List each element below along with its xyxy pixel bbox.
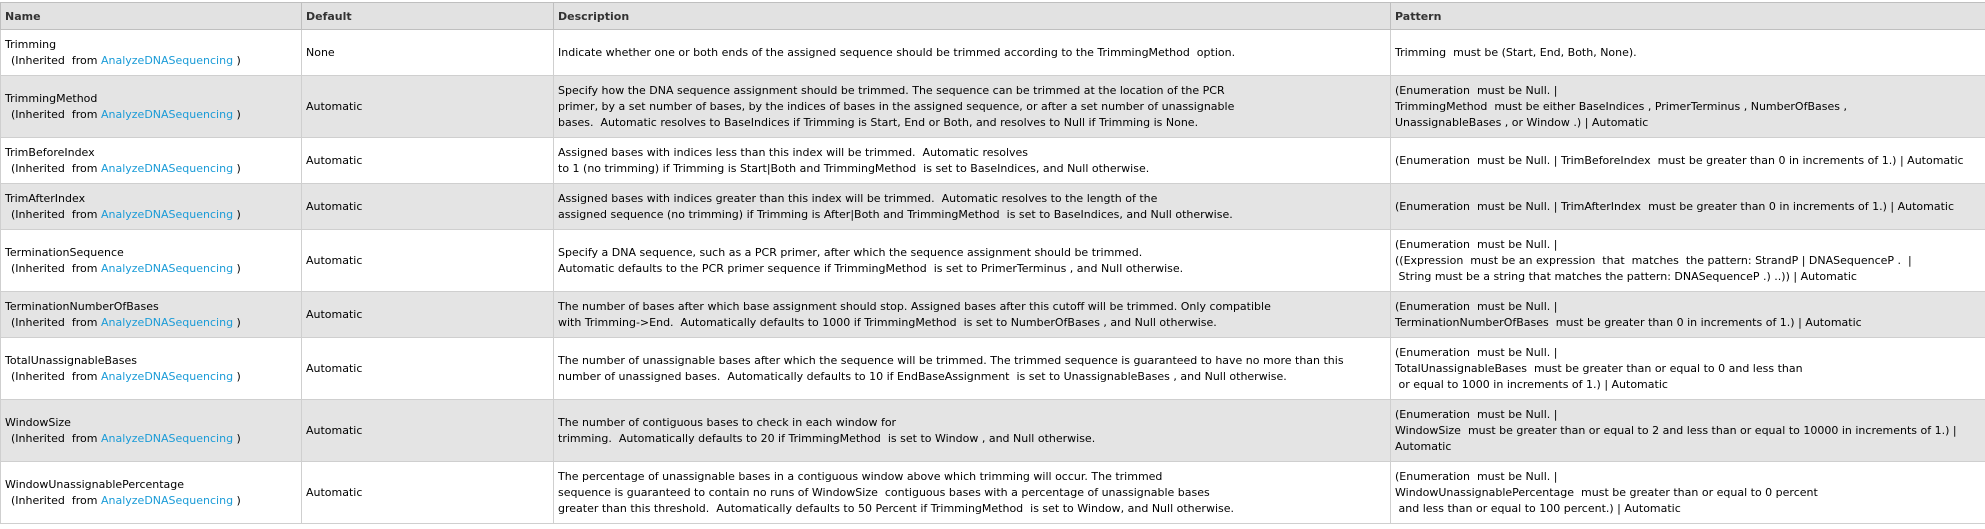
- description-line: The number of bases after which base assignment should stop. Assigned bases after this cutoff will be trimmed. Only compatible: [558, 299, 1386, 315]
- description-line: with Trimming->End. Automatically defaults to 1000 if TrimmingMethod is set to NumberOfBases , and Null otherwise.: [558, 315, 1386, 331]
- default-value: Automatic: [302, 230, 554, 292]
- pattern-line: or equal to 1000 in increments of 1.) | Automatic: [1395, 377, 1981, 393]
- pattern-line: (Enumeration must be Null. | TrimBeforeIndex must be greater than 0 in increments of 1.) | Automatic: [1395, 153, 1981, 169]
- pattern-line: (Enumeration must be Null. |: [1395, 469, 1981, 485]
- inherited-suffix: ): [233, 432, 241, 445]
- inherited-link[interactable]: AnalyzeDNASequencing: [101, 262, 233, 275]
- pattern-line: TrimmingMethod must be either BaseIndices , PrimerTerminus , NumberOfBases ,: [1395, 99, 1981, 115]
- default-value: Automatic: [302, 138, 554, 184]
- inherited-prefix: (Inherited from: [11, 108, 101, 121]
- option-name-cell: [1, 292, 302, 338]
- inherited-note: [5, 161, 297, 177]
- inherited-link[interactable]: AnalyzeDNASequencing: [101, 370, 233, 383]
- option-name: Trimming: [5, 37, 297, 53]
- inherited-suffix: ): [233, 262, 241, 275]
- pattern-line: String must be a string that matches the pattern: DNASequenceP .) ..)) | Automatic: [1395, 269, 1981, 285]
- default-value: Automatic: [302, 292, 554, 338]
- option-name: TrimAfterIndex: [5, 191, 297, 207]
- inherited-prefix: (Inherited from: [11, 262, 101, 275]
- inherited-link[interactable]: AnalyzeDNASequencing: [101, 54, 233, 67]
- default-value: Automatic: [302, 338, 554, 400]
- default-value: Automatic: [302, 184, 554, 230]
- header-name: Name: [1, 3, 302, 30]
- pattern-line: ((Expression must be an expression that matches the pattern: StrandP | DNASequenceP . |: [1395, 253, 1981, 269]
- table-row: [1, 462, 1985, 524]
- pattern-line: (Enumeration must be Null. |: [1395, 83, 1981, 99]
- option-name: TrimBeforeIndex: [5, 145, 297, 161]
- option-name: WindowUnassignablePercentage: [5, 477, 297, 493]
- description-line: The number of unassignable bases after which the sequence will be trimmed. The trimmed sequence is guaranteed to have no more than this: [558, 353, 1386, 369]
- option-name-cell: [1, 76, 302, 138]
- option-name-cell: [1, 338, 302, 400]
- pattern-cell: [1391, 462, 1985, 524]
- description-line: number of unassigned bases. Automatically defaults to 10 if EndBaseAssignment is set to UnassignableBases , and Null otherwise.: [558, 369, 1386, 385]
- pattern-line: (Enumeration must be Null. |: [1395, 237, 1981, 253]
- pattern-cell: [1391, 400, 1985, 462]
- inherited-note: [5, 431, 297, 447]
- description-line: primer, by a set number of bases, by the indices of bases in the assigned sequence, or after a set number of unassignable: [558, 99, 1386, 115]
- pattern-cell: [1391, 138, 1985, 184]
- header-row: [1, 3, 1985, 30]
- option-name-cell: [1, 184, 302, 230]
- description-line: bases. Automatic resolves to BaseIndices if Trimming is Start, End or Both, and resolves to Null if Trimming is None.: [558, 115, 1386, 131]
- description-cell: [554, 292, 1391, 338]
- inherited-note: [5, 315, 297, 331]
- inherited-prefix: (Inherited from: [11, 432, 101, 445]
- option-name-cell: [1, 230, 302, 292]
- inherited-note: [5, 207, 297, 223]
- description-cell: [554, 184, 1391, 230]
- description-cell: [554, 138, 1391, 184]
- header-description: Description: [554, 3, 1391, 30]
- pattern-line: (Enumeration must be Null. |: [1395, 407, 1981, 423]
- pattern-cell: [1391, 184, 1985, 230]
- description-line: Assigned bases with indices greater than this index will be trimmed. Automatic resolves to the length of the: [558, 191, 1386, 207]
- pattern-line: TerminationNumberOfBases must be greater than 0 in increments of 1.) | Automatic: [1395, 315, 1981, 331]
- inherited-suffix: ): [233, 54, 241, 67]
- inherited-link[interactable]: AnalyzeDNASequencing: [101, 208, 233, 221]
- inherited-note: [5, 107, 297, 123]
- option-name: TerminationSequence: [5, 245, 297, 261]
- pattern-cell: [1391, 230, 1985, 292]
- pattern-line: (Enumeration must be Null. |: [1395, 299, 1981, 315]
- table-row: [1, 76, 1985, 138]
- inherited-prefix: (Inherited from: [11, 316, 101, 329]
- pattern-cell: [1391, 292, 1985, 338]
- option-name-cell: [1, 30, 302, 76]
- table-row: [1, 230, 1985, 292]
- inherited-link[interactable]: AnalyzeDNASequencing: [101, 432, 233, 445]
- description-line: The number of contiguous bases to check in each window for: [558, 415, 1386, 431]
- table-row: [1, 292, 1985, 338]
- pattern-line: and less than or equal to 100 percent.) | Automatic: [1395, 501, 1981, 517]
- inherited-link[interactable]: AnalyzeDNASequencing: [101, 494, 233, 507]
- pattern-line: (Enumeration must be Null. |: [1395, 345, 1981, 361]
- table-row: [1, 30, 1985, 76]
- description-cell: [554, 230, 1391, 292]
- default-value: Automatic: [302, 462, 554, 524]
- description-line: assigned sequence (no trimming) if Trimming is After|Both and TrimmingMethod is set to BaseIndices, and Null otherwise.: [558, 207, 1386, 223]
- inherited-suffix: ): [233, 316, 241, 329]
- option-name: WindowSize: [5, 415, 297, 431]
- pattern-cell: [1391, 30, 1985, 76]
- description-line: Assigned bases with indices less than this index will be trimmed. Automatic resolves: [558, 145, 1386, 161]
- description-line: Specify how the DNA sequence assignment should be trimmed. The sequence can be trimmed at the location of the PCR: [558, 83, 1386, 99]
- description-line: The percentage of unassignable bases in a contiguous window above which trimming will occur. The trimmed: [558, 469, 1386, 485]
- options-table: [0, 2, 1985, 524]
- inherited-prefix: (Inherited from: [11, 54, 101, 67]
- inherited-note: [5, 53, 297, 69]
- option-name-cell: [1, 462, 302, 524]
- description-cell: [554, 400, 1391, 462]
- option-name: TrimmingMethod: [5, 91, 297, 107]
- pattern-line: (Enumeration must be Null. | TrimAfterIndex must be greater than 0 in increments of 1.) | Automatic: [1395, 199, 1981, 215]
- description-line: Automatic defaults to the PCR primer sequence if TrimmingMethod is set to PrimerTerminus , and Null otherwise.: [558, 261, 1386, 277]
- header-default: Default: [302, 3, 554, 30]
- table-row: [1, 400, 1985, 462]
- pattern-line: UnassignableBases , or Window .) | Automatic: [1395, 115, 1981, 131]
- pattern-cell: [1391, 338, 1985, 400]
- inherited-note: [5, 261, 297, 277]
- description-line: trimming. Automatically defaults to 20 if TrimmingMethod is set to Window , and Null otherwise.: [558, 431, 1386, 447]
- pattern-line: WindowSize must be greater than or equal to 2 and less than or equal to 10000 in increments of 1.) |: [1395, 423, 1981, 439]
- inherited-prefix: (Inherited from: [11, 494, 101, 507]
- inherited-link[interactable]: AnalyzeDNASequencing: [101, 162, 233, 175]
- default-value: Automatic: [302, 400, 554, 462]
- description-cell: [554, 338, 1391, 400]
- description-line: greater than this threshold. Automatically defaults to 50 Percent if TrimmingMethod is set to Window, and Null otherwise.: [558, 501, 1386, 517]
- inherited-suffix: ): [233, 370, 241, 383]
- description-cell: [554, 30, 1391, 76]
- description-cell: [554, 76, 1391, 138]
- default-value: None: [302, 30, 554, 76]
- inherited-note: [5, 369, 297, 385]
- description-cell: [554, 462, 1391, 524]
- pattern-line: TotalUnassignableBases must be greater than or equal to 0 and less than: [1395, 361, 1981, 377]
- pattern-line: WindowUnassignablePercentage must be greater than or equal to 0 percent: [1395, 485, 1981, 501]
- inherited-suffix: ): [233, 108, 241, 121]
- pattern-line: Automatic: [1395, 439, 1981, 455]
- inherited-link[interactable]: AnalyzeDNASequencing: [101, 316, 233, 329]
- description-line: Specify a DNA sequence, such as a PCR primer, after which the sequence assignment should be trimmed.: [558, 245, 1386, 261]
- inherited-prefix: (Inherited from: [11, 208, 101, 221]
- option-name: TerminationNumberOfBases: [5, 299, 297, 315]
- inherited-prefix: (Inherited from: [11, 162, 101, 175]
- description-line: Indicate whether one or both ends of the assigned sequence should be trimmed according to the TrimmingMethod option.: [558, 45, 1386, 61]
- description-line: to 1 (no trimming) if Trimming is Start|Both and TrimmingMethod is set to BaseIndices, and Null otherwise.: [558, 161, 1386, 177]
- inherited-note: [5, 493, 297, 509]
- inherited-suffix: ): [233, 162, 241, 175]
- description-line: sequence is guaranteed to contain no runs of WindowSize contiguous bases with a percentage of unassignable bases: [558, 485, 1386, 501]
- table-row: [1, 138, 1985, 184]
- inherited-suffix: ): [233, 494, 241, 507]
- header-pattern: Pattern: [1391, 3, 1985, 30]
- table-row: [1, 338, 1985, 400]
- table-row: [1, 184, 1985, 230]
- pattern-cell: [1391, 76, 1985, 138]
- option-name-cell: [1, 138, 302, 184]
- default-value: Automatic: [302, 76, 554, 138]
- inherited-link[interactable]: AnalyzeDNASequencing: [101, 108, 233, 121]
- inherited-prefix: (Inherited from: [11, 370, 101, 383]
- pattern-line: Trimming must be (Start, End, Both, None).: [1395, 45, 1981, 61]
- option-name: TotalUnassignableBases: [5, 353, 297, 369]
- option-name-cell: [1, 400, 302, 462]
- inherited-suffix: ): [233, 208, 241, 221]
